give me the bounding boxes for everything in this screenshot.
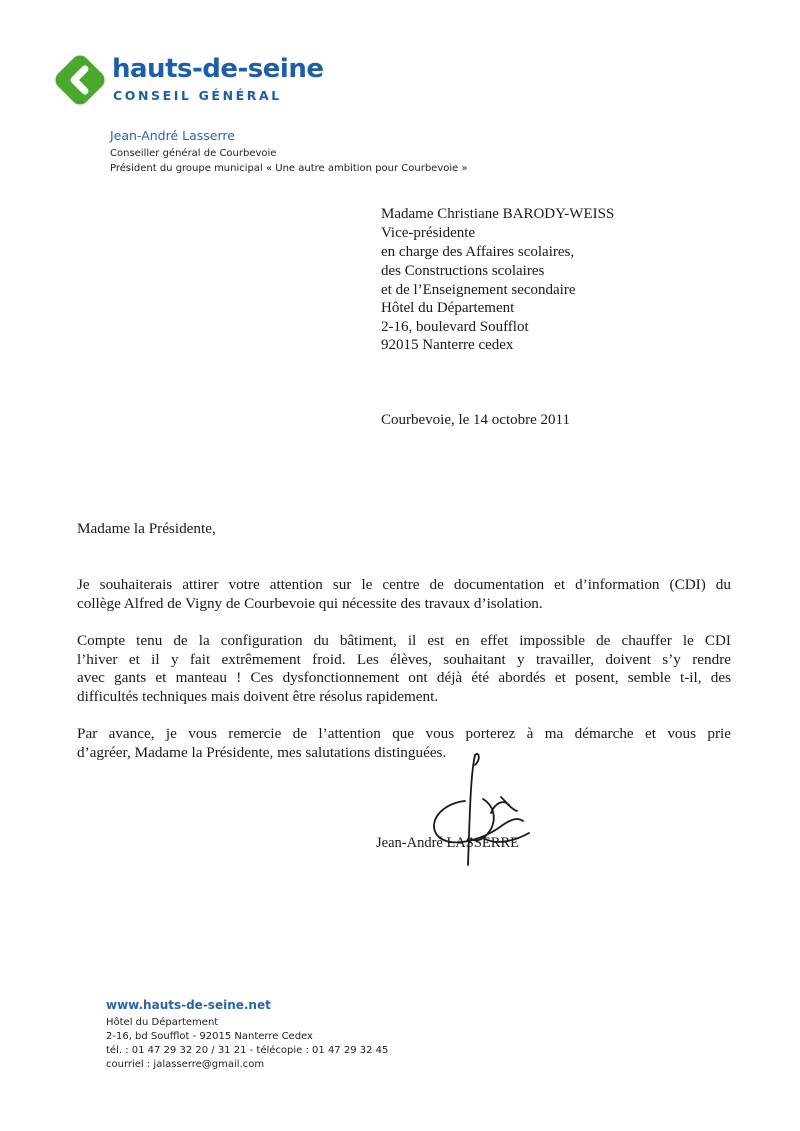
- recipient-line: en charge des Affaires scolaires,: [381, 244, 575, 260]
- footer-line: Hôtel du Département: [106, 1017, 219, 1028]
- recipient-line: Vice-présidente: [381, 225, 476, 241]
- recipient-line: 92015 Nanterre cedex: [381, 337, 514, 353]
- signature-name: Jean-André LASSERRE: [376, 835, 519, 851]
- body-line: Je souhaiterais attirer votre attention sur le centre de documentation et d’information (CDI) du: [77, 576, 731, 593]
- body-line: Compte tenu de la configuration du bâtiment, il est en effet impossible de chauffer le CDI: [77, 632, 731, 649]
- org-name: hauts-de-seine: [112, 54, 324, 84]
- sender-group: Président du groupe municipal « Une autre ambition pour Courbevoie »: [110, 163, 468, 174]
- body-line: difficultés techniques mais doivent être résolus rapidement.: [77, 688, 439, 705]
- sender-title: Conseiller général de Courbevoie: [110, 148, 277, 159]
- body-line: d’agréer, Madame la Présidente, mes salutations distinguées.: [77, 744, 447, 761]
- recipient-line: Hôtel du Département: [381, 300, 515, 316]
- recipient-line: des Constructions scolaires: [381, 263, 545, 279]
- body-line: Par avance, je vous remercie de l’attention que vous porterez à ma démarche et vous prie: [77, 725, 731, 742]
- org-subtitle: CONSEIL GÉNÉRAL: [113, 88, 282, 103]
- salutation: Madame la Présidente,: [77, 520, 216, 537]
- body-line: avec gants et manteau ! Ces dysfonctionnement ont déjà été abordés et posent, semble t-il, des: [77, 669, 731, 686]
- sender-name: Jean-André Lasserre: [110, 128, 235, 143]
- body-line: l’hiver et il y fait extrêmement froid. Les élèves, souhaitant y travailler, doivent s’y rendre: [77, 651, 731, 668]
- footer-website: www.hauts-de-seine.net: [106, 998, 271, 1012]
- recipient-line: Madame Christiane BARODY-WEISS: [381, 206, 615, 222]
- recipient-line: 2-16, boulevard Soufflot: [381, 319, 529, 335]
- hauts-de-seine-logo-icon: [52, 52, 108, 108]
- letter-date: Courbevoie, le 14 octobre 2011: [381, 412, 570, 428]
- recipient-line: et de l’Enseignement secondaire: [381, 282, 576, 298]
- footer-line: 2-16, bd Soufflot - 92015 Nanterre Cedex: [106, 1031, 313, 1042]
- footer-line: courriel : jalasserre@gmail.com: [106, 1059, 265, 1070]
- body-line: collège Alfred de Vigny de Courbevoie qui nécessite des travaux d’isolation.: [77, 595, 543, 612]
- footer-line: tél. : 01 47 29 32 20 / 31 21 - télécopie : 01 47 29 32 45: [106, 1045, 389, 1056]
